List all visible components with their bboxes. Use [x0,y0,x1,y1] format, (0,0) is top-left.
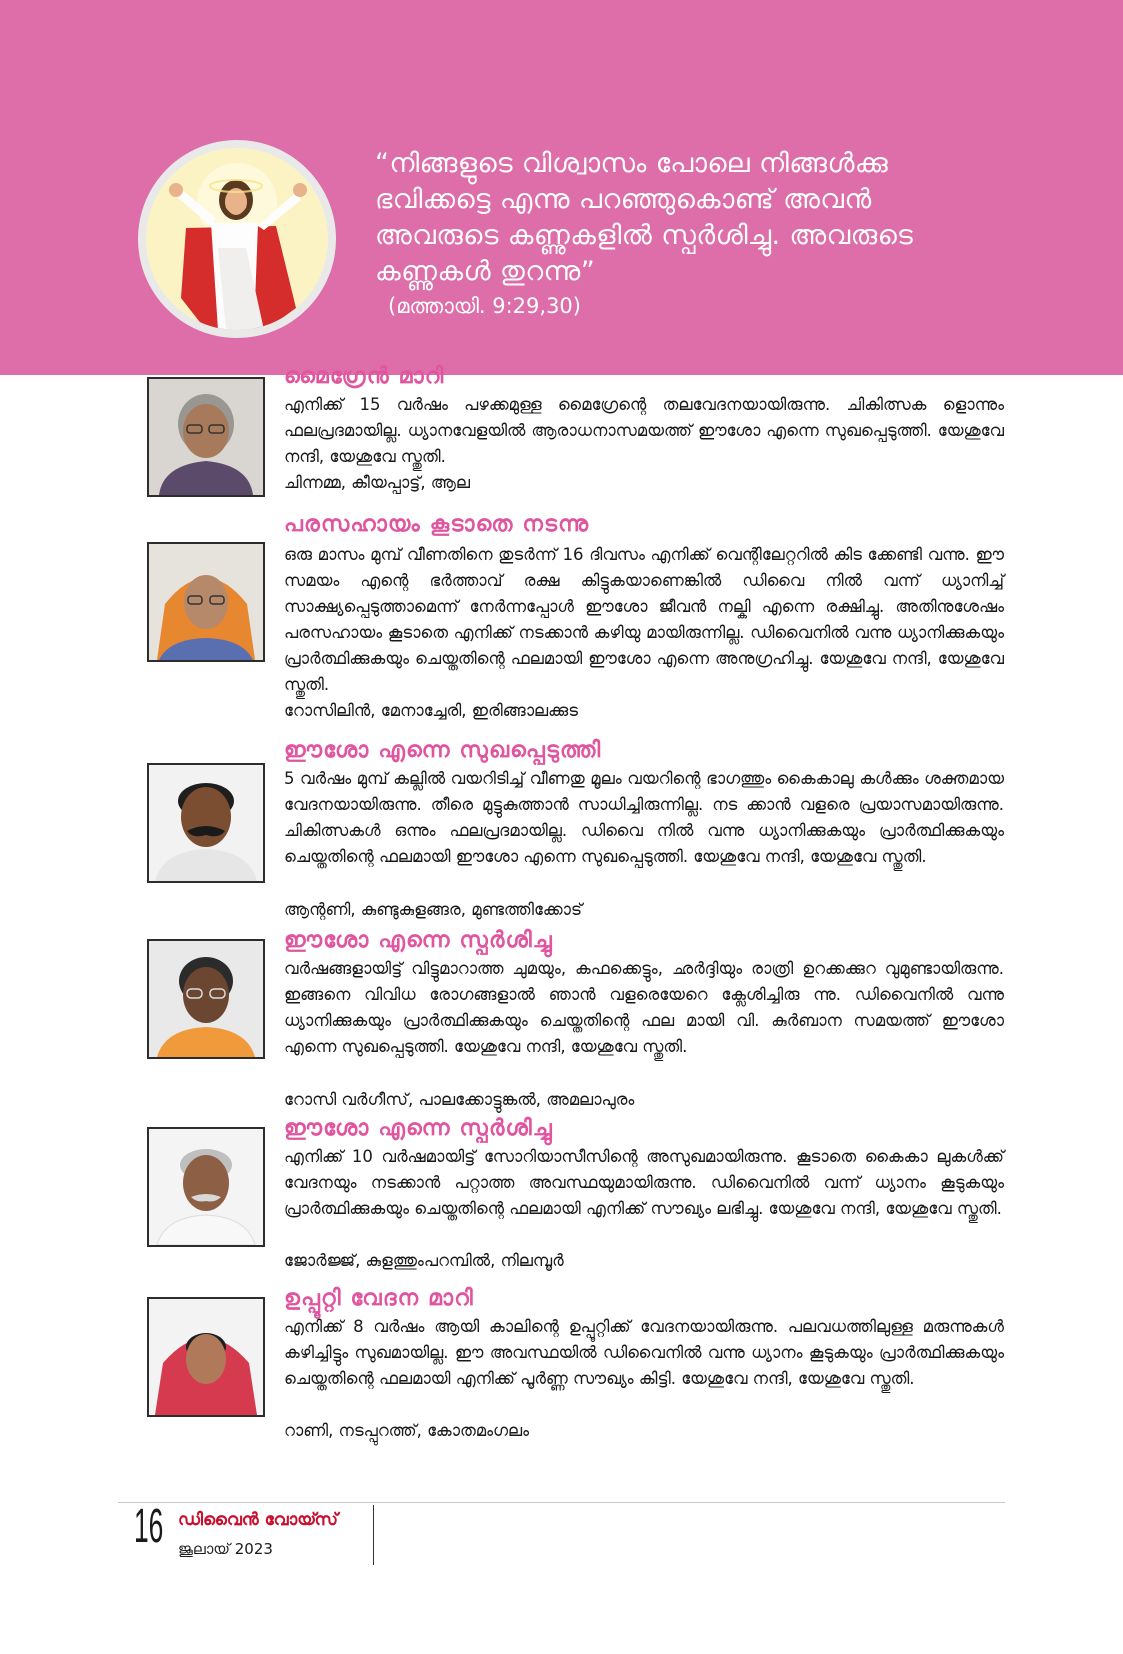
portrait-photo [147,1127,265,1247]
testimony-signature: ജോർജ്ജ്, കുളത്തുംപറമ്പിൽ, നിലമ്പൂർ [284,1251,564,1270]
testimony-body: 5 വർഷം മുമ്പ് കല്ലിൽ വയറിടിച്ച് വീണതു മൂലം വയറിന്റെ ഭാഗത്തും കൈകാലു കൾക്കും ശക്തമായ വേദനയായിരുന്നു. തീരെ മുട്ടുകുത്താൻ സാധിച്ചിരുന്നില്ല. നട ക്കാൻ വളരെ പ്രയാസമായിരുന്നു. ചികിത്സകൾ ഒന്നും ഫലപ്രദമായില്ല. ഡിവൈ നിൽ വന്നു ധ്യാനിക്കുകയും പ്രാർത്ഥിക്കുകയും ചെയ്തതിന്റെ ഫലമായി ഈശോ എന്നെ സുഖപ്പെടുത്തി. യേശുവേ നന്ദി, യേശുവേ സ്തുതി. [284,769,1004,866]
testimony-title: ഈശോ എന്നെ സ്പർശിച്ചു [284,1116,553,1141]
portrait-photo [147,542,265,662]
testimony-signature: റോസിലിൻ, മേനാച്ചേരി, ഇരിങ്ങാലക്കുട [284,701,578,720]
testimony-signature: റോസി വർഗീസ്, പാലക്കോട്ടുങ്കൽ, അമലാപുരം [284,1090,635,1109]
footer-vertical-rule [373,1505,374,1565]
page-number: 16 [134,1500,164,1553]
header-banner [0,0,1123,375]
portrait-photo [147,939,265,1059]
testimony-title: ഈശോ എന്നെ സുഖപ്പെടുത്തി [284,738,602,763]
issue-date: ജൂലായ് 2023 [178,1540,273,1558]
scripture-reference: (മത്തായി. 9:29,30) [388,294,581,318]
testimony-title: ഈശോ എന്നെ സ്പർശിച്ചു [284,928,553,953]
portrait-photo [147,1297,265,1417]
testimony-title: പരസഹായം കൂടാതെ നടന്നു [284,512,590,537]
footer-divider [118,1502,1005,1503]
testimony-title: ഉപ്പൂറ്റി വേദന മാറി [284,1286,474,1311]
portrait-photo [147,377,265,497]
testimony-body: എനിക്ക് 10 വർഷമായിട്ട് സോറിയാസീസിന്റെ അസുഖമായിരുന്നു. കൂടാതെ കൈകാ ലുകൾക്ക് വേദനയും നടക്കാൻ പറ്റാത്ത അവസ്ഥയുമായിരുന്നു. ഡിവൈനിൽ വന്ന് ധ്യാനം കൂടുകയും പ്രാർത്ഥിക്കുകയും ചെയ്തതിന്റെ ഫലമായി എനിക്ക് സൗഖ്യം ലഭിച്ചു. യേശുവേ നന്ദി, യേശുവേ സ്തുതി. [284,1147,1004,1218]
testimony-body: വർഷങ്ങളായിട്ട് വിട്ടുമാറാത്ത ചുമയും, കഫക്കെട്ടും, ഛർദ്ദിയും രാത്രി ഉറക്കക്കുറ വുമുണ്ടായിരുന്നു. ഇങ്ങനെ വിവിധ രോഗങ്ങളാൽ ഞാൻ വളരെയേറെ ക്ലേശിച്ചിരു ന്നു. ഡിവൈനിൽ വന്നു ധ്യാനിക്കുകയും പ്രാർത്ഥിക്കുകയും ചെയ്തതിന്റെ ഫല മായി വി. കുർബാന സമയത്ത് ഈശോ എന്നെ സുഖപ്പെടുത്തി. യേശുവേ നന്ദി, യേശുവേ സ്തുതി. [284,959,1004,1056]
testimony-body: എനിക്ക് 8 വർഷം ആയി കാലിന്റെ ഉപ്പൂറ്റിക്ക് വേദനയായിരുന്നു. പലവധത്തിലുള്ള മരുന്നുകൾ കഴിച്ചിട്ടും സുഖമായില്ല. ഈ അവസ്ഥയിൽ ഡിവൈനിൽ വന്നു ധ്യാനം കൂടുകയും പ്രാർത്ഥിക്കുകയും ചെയ്തതിന്റെ ഫലമായി എനിക്ക് പൂർണ്ണ സൗഖ്യം കിട്ടി. യേശുവേ നന്ദി, യേശുവേ സ്തുതി. [284,1317,1004,1388]
testimony-body: എനിക്ക് 15 വർഷം പഴക്കമുള്ള മൈഗ്രേന്റെ തലവേദനയായിരുന്നു. ചികിത്സക ളൊന്നും ഫലപ്രദമായില്ല. ധ്യാനവേളയിൽ ആരാധനാസമയത്ത് ഈശോ എന്നെ സുഖപ്പെടുത്തി. യേശുവേ നന്ദി, യേശുവേ സ്തുതി. [284,395,1004,466]
testimony-title: മൈഗ്രേൻ മാറി [284,364,445,389]
testimony-signature: ആന്റണി, കുണ്ടുകുളങ്ങര, മുണ്ടത്തിക്കോട് [284,900,583,919]
portrait-photo [147,763,265,883]
scripture-quote: “നിങ്ങളുടെ വിശ്വാസം പോലെ നിങ്ങൾക്കു ഭവിക്കട്ടെ എന്നു പറഞ്ഞുകൊണ്ട് അവൻ അവരുടെ കണ്ണുകളിൽ സ്പർശിച്ചു. അവരുടെ കണ്ണുകൾ തുറന്നു” [375,148,914,287]
jesus-medallion [138,140,336,338]
testimony-signature: ചിന്നമ്മ, കീയപ്പാട്ട്, ആല [284,473,471,492]
testimony-signature: റാണി, നടപ്പുറത്ത്, കോതമംഗലം [284,1421,530,1440]
testimony-body: ഒരു മാസം മുമ്പ് വീണതിനെ തുടർന്ന് 16 ദിവസം എനിക്ക് വെന്റിലേറ്ററിൽ കിട ക്കേണ്ടി വന്നു. ഈ സമയം എന്റെ ഭർത്താവ് രക്ഷ കിട്ടുകയാണെങ്കിൽ ഡിവൈ നിൽ വന്ന് ധ്യാനിച്ച് സാക്ഷ്യപ്പെടുത്താമെന്ന് നേർന്നപ്പോൾ ഈശോ ജീവൻ നല്കി എന്നെ രക്ഷിച്ചു. അതിനുശേഷം പരസഹായം കൂടാതെ എനിക്ക് നടക്കാൻ കഴിയു മായിരുന്നില്ല. ഡിവൈനിൽ വന്നു ധ്യാനിക്കുകയും പ്രാർത്ഥിക്കുകയും ചെയ്തതിന്റെ ഫലമായി ഈശോ എന്നെ അനുഗ്രഹിച്ചു. യേശുവേ നന്ദി, യേശുവേ സ്തുതി. [284,545,1004,694]
magazine-title: ഡിവൈൻ വോയ്സ് [178,1510,338,1530]
jesus-illustration [146,148,328,330]
